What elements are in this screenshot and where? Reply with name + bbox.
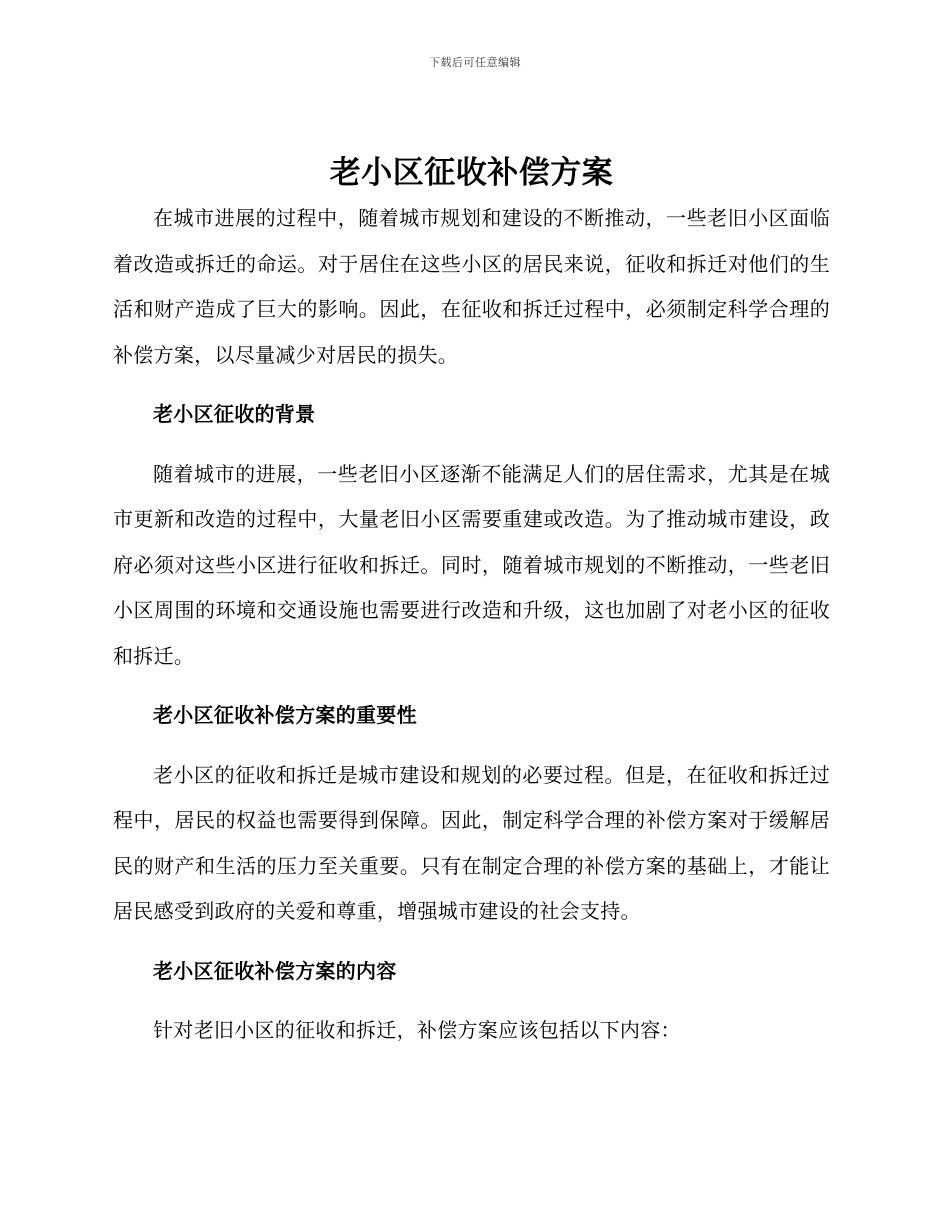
section-heading-content: 老小区征收补偿方案的内容 bbox=[153, 958, 397, 983]
section-body-background: 随着城市的进展，一些老旧小区逐渐不能满足人们的居住需求，尤其是在城市更新和改造的过程中，大量老旧小区需要重建或改造。为了推动城市建设，政府必须对这些小区进行征收和拆迁。同时，随着城市规划的不断推动，一些老旧小区周围的环境和交通设施也需要进行改造和升级，这也加剧了对老小区的征收和拆迁。 bbox=[113, 461, 830, 668]
section-heading-importance: 老小区征收补偿方案的重要性 bbox=[153, 703, 417, 727]
section-body-importance: 老小区的征收和拆迁是城市建设和规划的必要过程。但是，在征收和拆迁过程中，居民的权益也需要得到保障。因此，制定科学合理的补偿方案对于缓解居民的财产和生活的压力至关重要。只有在制定合理的补偿方案的基础上，才能让居民感受到政府的关爱和尊重，增强城市建设的社会支持。 bbox=[113, 762, 830, 923]
section-body-content: 针对老旧小区的征收和拆迁，补偿方案应该包括以下内容： bbox=[153, 1018, 681, 1042]
document-title: 老小区征收补偿方案 bbox=[329, 155, 614, 191]
section-heading-background: 老小区征收的背景 bbox=[153, 402, 316, 426]
document-body bbox=[113, 150, 830, 1054]
intro-paragraph: 在城市进展的过程中，随着城市规划和建设的不断推动，一些老旧小区面临着改造或拆迁的命运。对于居住在这些小区的居民来说，征收和拆迁对他们的生活和财产造成了巨大的影响。因此，在征收和拆迁过程中，必须制定科学合理的补偿方案，以尽量减少对居民的损失。 bbox=[113, 206, 830, 367]
page-header-note: 下载后可任意编辑 bbox=[429, 56, 521, 69]
